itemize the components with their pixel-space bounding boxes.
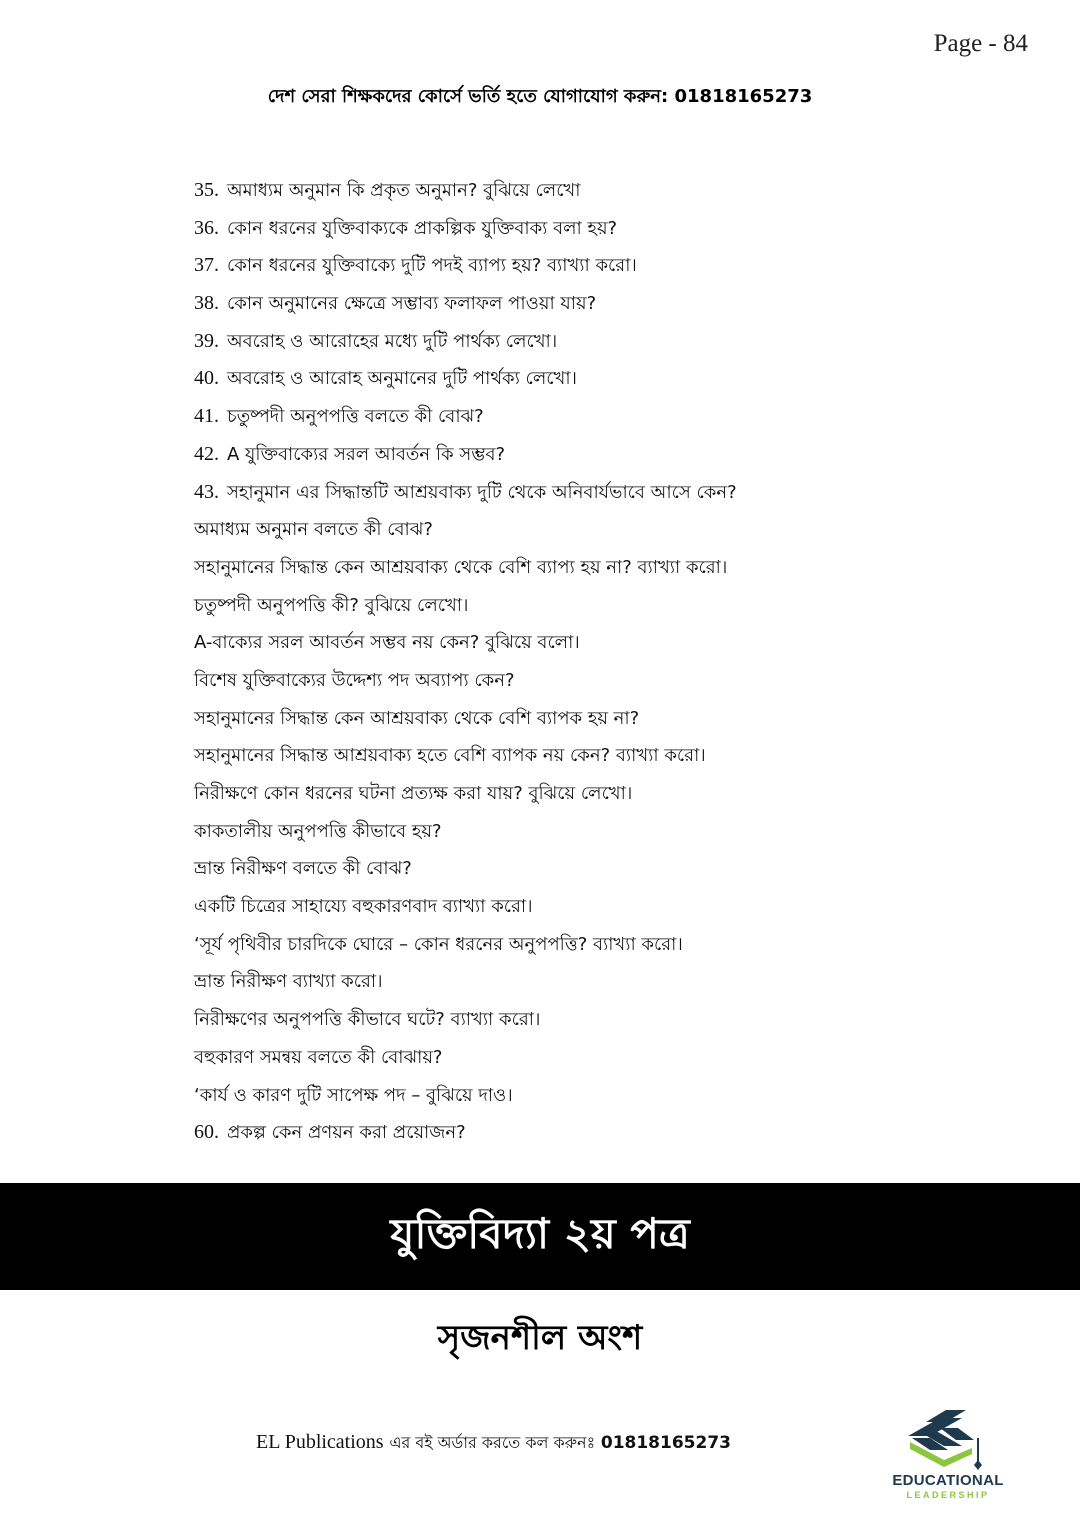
section-title: সৃজনশীল অংশ: [437, 1318, 643, 1358]
question-text: চতুষ্পদী অনুপপত্তি কী? বুঝিয়ে লেখো।: [194, 594, 469, 616]
question-item: [194, 360, 894, 398]
question-text: ভ্রান্ত নিরীক্ষণ ব্যাখ্যা করো।: [194, 971, 383, 993]
question-item: [194, 888, 894, 926]
question-item: [194, 1001, 894, 1039]
logo-text-sub: LEADERSHIP: [906, 1490, 990, 1500]
question-item: [194, 285, 894, 323]
educational-leadership-logo: [878, 1410, 1018, 1505]
question-text: কোন ধরনের যুক্তিবাক্যকে প্রাকল্পিক যুক্তিবাক্য বলা হয়?: [227, 217, 618, 239]
question-item: [194, 210, 894, 248]
question-item: [194, 926, 894, 964]
question-number: 35.: [194, 179, 219, 201]
question-text: সহানুমানের সিদ্ধান্ত আশ্রয়বাক্য হতে বেশি ব্যাপক নয় কেন? ব্যাখ্যা করো।: [194, 745, 706, 767]
question-text: অমাধ্যম অনুমান কি প্রকৃত অনুমান? বুঝিয়ে লেখো: [227, 180, 581, 201]
question-text: ‘সূর্য পৃথিবীর চারদিকে ঘোরে – কোন ধরনের অনুপপত্তি? ব্যাখ্যা করো।: [194, 933, 683, 955]
question-text: ‘কার্য ও কারণ দুটি সাপেক্ষ পদ – বুঝিয়ে দাও।: [194, 1084, 513, 1106]
question-item: [194, 398, 894, 436]
question-text: সহানুমানের সিদ্ধান্ত কেন আশ্রয়বাক্য থেকে বেশি ব্যাপ্য হয় না? ব্যাখ্যা করো।: [194, 556, 728, 578]
question-item: [194, 587, 894, 625]
question-text: A যুক্তিবাক্যের সরল আবর্তন কি সম্ভব?: [227, 443, 506, 465]
question-item: [194, 775, 894, 813]
question-item: [194, 474, 894, 512]
question-text: নিরীক্ষণের অনুপপত্তি কীভাবে ঘটে? ব্যাখ্যা করো।: [194, 1009, 541, 1031]
question-text: কাকতালীয় অনুপপত্তি কীভাবে হয়?: [194, 820, 442, 842]
question-number: 41.: [194, 405, 219, 428]
question-text: ভ্রান্ত নিরীক্ষণ বলতে কী বোঝ?: [194, 858, 412, 880]
question-number: 37.: [194, 254, 219, 277]
question-text: নিরীক্ষণে কোন ধরনের ঘটনা প্রত্যক্ষ করা যায়? বুঝিয়ে লেখো।: [194, 783, 633, 804]
question-text: সহানুমানের সিদ্ধান্ত কেন আশ্রয়বাক্য থেকে বেশি ব্যাপক হয় না?: [194, 707, 640, 729]
question-item: [194, 963, 894, 1001]
subject-title: যুক্তিবিদ্যা ২য় পত্র: [390, 1209, 690, 1258]
question-text: প্রকল্প কেন প্রণয়ন করা প্রয়োজন?: [227, 1122, 466, 1144]
question-text: কোন অনুমানের ক্ষেত্রে সম্ভাব্য ফলাফল পাওয়া যায়?: [227, 293, 597, 315]
footer-phone: 01818165273: [600, 1433, 731, 1453]
question-item: [194, 323, 894, 361]
question-item: [194, 662, 894, 700]
question-item: [194, 1114, 894, 1152]
question-item: [194, 1039, 894, 1077]
question-number: 38.: [194, 292, 219, 315]
subject-banner: [0, 1183, 1080, 1290]
question-text: কোন ধরনের যুক্তিবাক্যে দুটি পদই ব্যাপ্য হয়? ব্যাখ্যা করো।: [227, 255, 637, 277]
graduation-cap-e-icon: [900, 1410, 990, 1470]
question-item: [194, 1077, 894, 1115]
question-text: অমাধ্যম অনুমান বলতে কী বোঝ?: [194, 519, 433, 541]
question-item: [194, 737, 894, 775]
header-contact-line: দেশ সেরা শিক্ষকদের কোর্সে ভর্তি হতে যোগাযোগ করুন: 01818165273: [267, 86, 813, 107]
question-text: চতুষ্পদী অনুপপত্তি বলতে কী বোঝ?: [227, 406, 484, 428]
question-text: একটি চিত্রের সাহায্যে বহুকারণবাদ ব্যাখ্যা করো।: [194, 896, 533, 918]
logo-text-main: EDUCATIONAL: [892, 1472, 1004, 1489]
question-text: সহানুমান এর সিদ্ধান্তটি আশ্রয়বাক্য দুটি থেকে অনিবার্যভাবে আসে কেন?: [227, 481, 737, 503]
question-number: 42.: [194, 442, 219, 465]
question-item: [194, 700, 894, 738]
question-item: [194, 172, 894, 210]
page-number: Page - 84: [933, 30, 1028, 57]
footer-order-line: [256, 1430, 731, 1457]
question-item: [194, 511, 894, 549]
question-item: [194, 549, 894, 587]
question-item: [194, 624, 894, 662]
question-number: 36.: [194, 216, 219, 239]
question-number: 40.: [194, 367, 219, 390]
question-item: [194, 436, 894, 474]
question-item: [194, 813, 894, 851]
question-text: অবরোহ ও আরোহের মধ্যে দুটি পার্থক্য লেখো।: [227, 330, 558, 352]
question-list: [194, 172, 894, 1152]
question-text: A-বাক্যের সরল আবর্তন সম্ভব নয় কেন? বুঝিয়ে বলো।: [194, 632, 580, 654]
question-item: [194, 850, 894, 888]
question-number: 43.: [194, 480, 219, 503]
question-number: 39.: [194, 329, 219, 352]
footer-text: এর বই অর্ডার করতে কল করুনঃ: [389, 1433, 596, 1452]
question-text: বিশেষ যুক্তিবাক্যের উদ্দেশ্য পদ অব্যাপ্য কেন?: [194, 669, 515, 691]
footer-brand: EL Publications: [256, 1431, 384, 1453]
question-text: অবরোহ ও আরোহ অনুমানের দুটি পার্থক্য লেখো।: [227, 368, 577, 390]
question-text: বহুকারণ সমন্বয় বলতে কী বোঝায়?: [194, 1046, 443, 1068]
question-number: 60.: [194, 1121, 219, 1144]
question-item: [194, 247, 894, 285]
